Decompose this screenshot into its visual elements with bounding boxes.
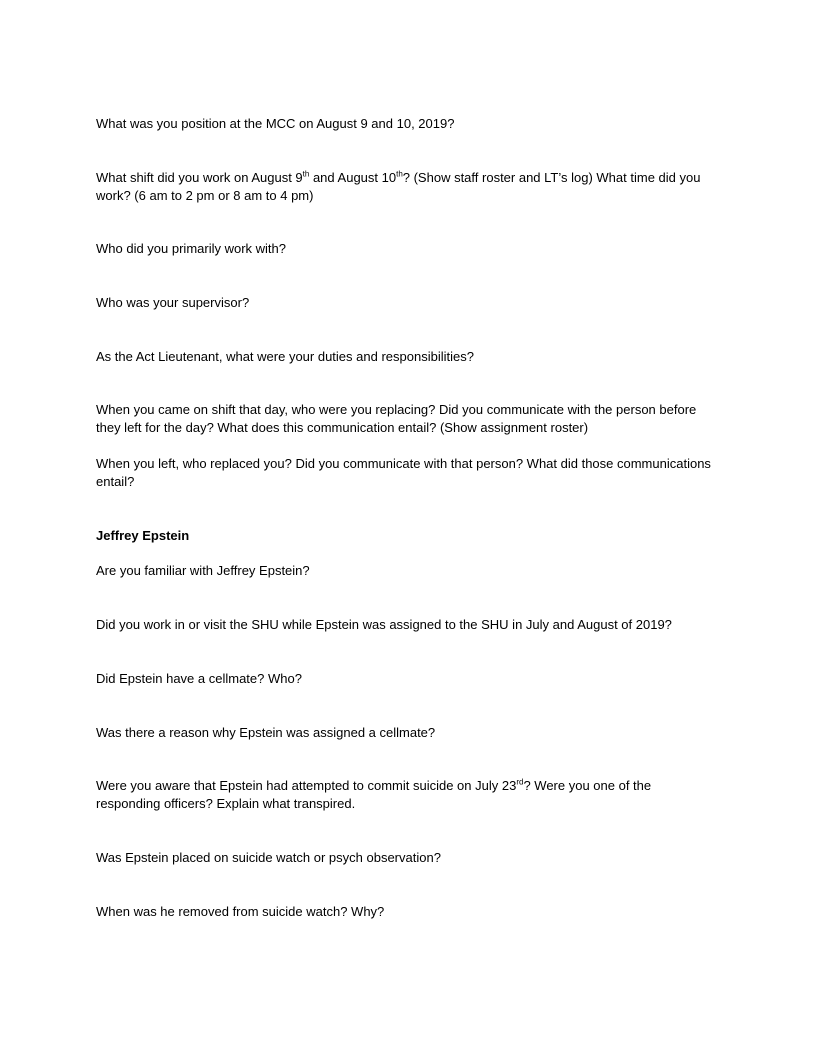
question-removed-watch: When was he removed from suicide watch? Why? — [96, 904, 385, 919]
superscript-rd: rd — [516, 777, 524, 787]
superscript-th-2: th — [396, 169, 403, 179]
question-familiar: Are you familiar with Jeffrey Epstein? — [96, 563, 310, 578]
question-cellmate-reason: Was there a reason why Epstein was assigned a cellmate? — [96, 725, 436, 740]
question-suicide-attempt-part-b: ? Were you one of the responding officers? Explain what transpired. — [96, 778, 652, 811]
question-shift — [96, 169, 716, 205]
superscript-th-1: th — [302, 169, 310, 179]
question-suicide-attempt-part-a: Were you aware that Epstein had attempted to commit suicide on July 23 — [96, 778, 517, 793]
question-work-with: Who did you primarily work with? — [96, 241, 287, 256]
question-shift-part-b: and August 10 — [309, 170, 397, 185]
question-replacing: When you came on shift that day, who were you replacing? Did you communicate with the person before they left for the day? What does this communication entail? (Show assignment roster) — [96, 402, 697, 435]
question-position: What was you position at the MCC on August 9 and 10, 2019? — [96, 116, 455, 131]
question-shu-visit: Did you work in or visit the SHU while Epstein was assigned to the SHU in July and August of 2019? — [96, 617, 672, 632]
question-duties: As the Act Lieutenant, what were your duties and responsibilities? — [96, 349, 474, 364]
question-cellmate: Did Epstein have a cellmate? Who? — [96, 671, 302, 686]
question-suicide-attempt — [96, 777, 716, 813]
question-shift-part-c: ? (Show staff roster and LT’s log) What time did you work? (6 am to 2 pm or 8 am to 4 pm) — [96, 170, 701, 203]
question-suicide-watch: Was Epstein placed on suicide watch or psych observation? — [96, 850, 441, 865]
question-shift-part-a: What shift did you work on August 9 — [96, 170, 303, 185]
question-replaced-you: When you left, who replaced you? Did you communicate with that person? What did those communications entail? — [96, 456, 711, 489]
section-heading: Jeffrey Epstein — [96, 528, 190, 543]
question-supervisor: Who was your supervisor? — [96, 295, 250, 310]
